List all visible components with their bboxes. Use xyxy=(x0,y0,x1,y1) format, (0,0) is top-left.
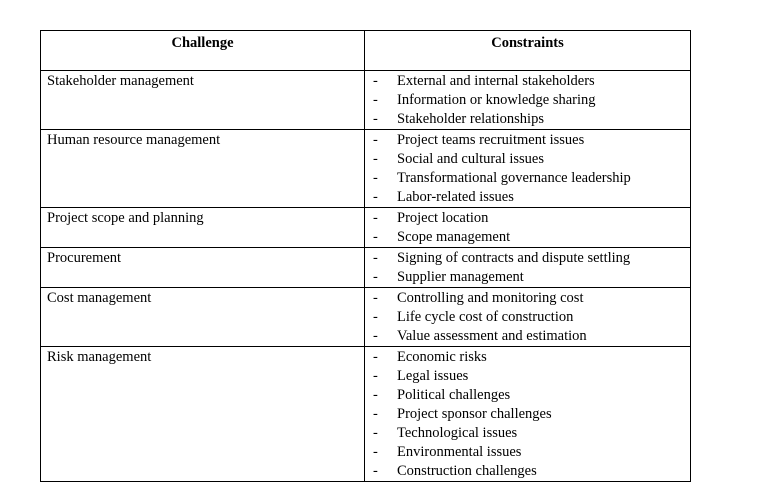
table-row xyxy=(41,71,691,130)
list-item: - Labor-related issues xyxy=(365,188,690,207)
table-row xyxy=(41,288,691,347)
list-item: - Stakeholder relationships xyxy=(365,110,690,129)
list-item: - Controlling and monitoring cost xyxy=(365,289,690,308)
list-item: - Project sponsor challenges xyxy=(365,405,690,424)
constraint-list xyxy=(365,130,690,207)
list-item: - Construction challenges xyxy=(365,462,690,481)
list-item: - Value assessment and estimation xyxy=(365,327,690,346)
header-constraints: Constraints xyxy=(365,31,691,71)
header-row xyxy=(41,31,691,71)
constraint-list xyxy=(365,347,690,481)
challenges-table xyxy=(40,30,691,482)
challenge-cell: Procurement xyxy=(41,248,365,288)
challenge-cell: Risk management xyxy=(41,347,365,482)
table-row xyxy=(41,248,691,288)
table-row xyxy=(41,130,691,208)
list-item: - Legal issues xyxy=(365,367,690,386)
list-item: - Supplier management xyxy=(365,268,690,287)
constraints-cell xyxy=(365,208,691,248)
challenge-cell: Cost management xyxy=(41,288,365,347)
table-row xyxy=(41,208,691,248)
constraint-list xyxy=(365,71,690,129)
constraint-list xyxy=(365,208,690,247)
challenge-cell: Project scope and planning xyxy=(41,208,365,248)
challenge-cell: Human resource management xyxy=(41,130,365,208)
list-item: - Project location xyxy=(365,209,690,228)
list-item: - Environmental issues xyxy=(365,443,690,462)
table-body xyxy=(41,71,691,482)
table-row xyxy=(41,347,691,482)
constraints-cell xyxy=(365,288,691,347)
list-item: - Economic risks xyxy=(365,348,690,367)
list-item: - External and internal stakeholders xyxy=(365,72,690,91)
list-item: - Transformational governance leadership xyxy=(365,169,690,188)
constraints-cell xyxy=(365,347,691,482)
constraints-cell xyxy=(365,71,691,130)
list-item: - Life cycle cost of construction xyxy=(365,308,690,327)
list-item: - Political challenges xyxy=(365,386,690,405)
header-challenge: Challenge xyxy=(41,31,365,71)
constraints-cell xyxy=(365,130,691,208)
list-item: - Technological issues xyxy=(365,424,690,443)
list-item: - Information or knowledge sharing xyxy=(365,91,690,110)
table-header xyxy=(41,31,691,71)
constraint-list xyxy=(365,288,690,346)
list-item: - Scope management xyxy=(365,228,690,247)
constraints-cell xyxy=(365,248,691,288)
list-item: - Project teams recruitment issues xyxy=(365,131,690,150)
constraint-list xyxy=(365,248,690,287)
list-item: - Social and cultural issues xyxy=(365,150,690,169)
challenge-cell: Stakeholder management xyxy=(41,71,365,130)
list-item: - Signing of contracts and dispute settling xyxy=(365,249,690,268)
